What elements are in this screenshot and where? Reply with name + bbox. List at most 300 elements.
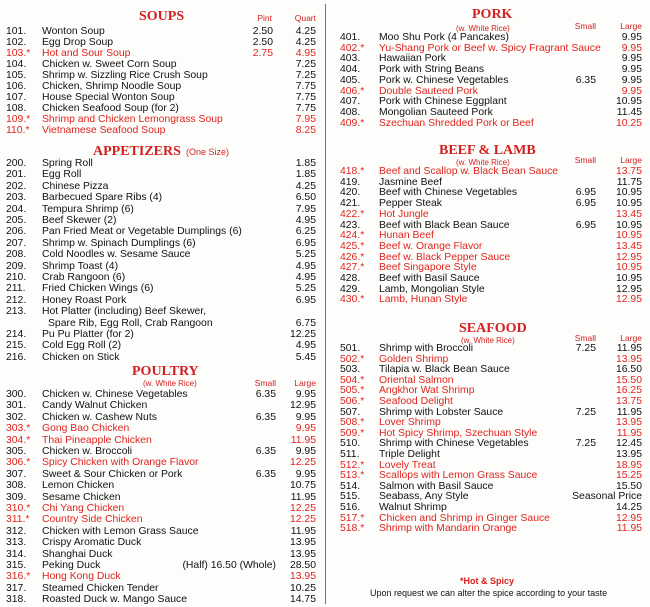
item-name: Hot Platter (including) Beef Skewer, [42,306,207,318]
price-large: 7.95 [295,114,316,125]
menu-item [0,26,318,37]
price-large: 11.95 [616,427,642,439]
price-large: 1.85 [295,158,316,169]
item-name: Oriental Salmon [379,374,454,386]
menu-item [0,389,318,400]
item-number: 301. [6,400,27,412]
menu-item [0,92,318,103]
item-name: Shrimp Toast (4) [42,260,119,272]
price-small: 6.35 [255,446,276,457]
item-number: 304.* [6,434,31,446]
section-title: SEAFOOD [459,321,527,336]
item-number: 518.* [340,523,365,535]
item-name: Beef w. Orange Flavor [379,240,483,252]
menu-item [0,204,318,215]
price-large: 5.45 [295,351,316,363]
item-number: 403. [340,53,361,65]
item-number: 207. [6,237,27,249]
item-name: Angkhor Wat Shrimp [379,385,475,397]
menu-item [0,492,318,503]
item-name: Shrimp with Mandarin Orange [379,523,518,535]
price-large: 9.95 [295,389,316,400]
price-large: 14.75 [289,594,316,606]
item-name: Hunan Beef [379,230,434,242]
item-name: Chicken w. Chinese Vegetables [42,389,188,400]
price-large: 13.75 [615,166,642,177]
item-name: Honey Roast Pork [42,294,127,306]
small-label: Small [574,155,596,165]
item-number: 425.* [340,240,365,252]
price-small: 6.95 [575,187,596,199]
item-number: 106. [6,81,27,92]
item-number: 510. [340,438,361,450]
price-large: 28.50 [289,560,316,571]
item-number: 423. [340,219,361,231]
item-number: 316.* [6,571,31,583]
price-large: 11.95 [290,491,316,503]
menu-item [334,43,648,54]
price-large: 13.95 [289,548,316,560]
menu-item [0,283,318,294]
menu-item [334,481,648,492]
price-small: 7.25 [575,438,596,450]
item-number: 215. [6,340,27,352]
item-number: 505.* [340,385,365,397]
item-name: Barbecued Spare Ribs (4) [42,192,163,204]
price-small: 2.50 [252,26,273,37]
item-number: 308. [6,480,27,492]
item-number: 102. [6,37,27,48]
price-large: 6.25 [295,226,316,238]
item-number: 513.* [340,470,365,482]
item-name: Lover Shrimp [379,417,441,429]
menu-item [334,118,648,129]
item-name: Pork w. Chinese Vegetables [379,74,509,86]
item-name: Cold Noodles w. Sesame Sauce [42,249,191,261]
menu-item [0,114,318,125]
price-large: 16.50 [615,364,642,376]
menu-item [0,81,318,92]
price-large: 12.95 [615,283,642,295]
menu-item [0,583,318,594]
section-note: (w. White Rice) [143,379,197,388]
item-number: 503. [340,364,361,376]
menu-item [0,295,318,306]
item-number: 422.* [340,208,365,220]
menu-item [334,502,648,513]
item-name: Spring Roll [42,158,93,169]
item-number: 311.* [6,514,30,526]
menu-item [0,514,318,525]
item-number: 515. [340,491,361,503]
item-number: 516. [340,502,361,513]
price-small: 6.95 [575,219,596,231]
item-name: Wonton Soup [42,26,105,37]
menu-item [334,252,648,263]
menu-item [0,329,318,340]
price-large: 14.25 [615,502,642,513]
price-large: 13.75 [615,396,642,407]
price-large: 4.95 [295,340,316,352]
price-large: 11.95 [616,343,642,354]
menu-item [0,457,318,468]
item-name: Golden Shrimp [379,353,449,365]
item-number: 405. [340,74,361,86]
price-large: 15.50 [615,374,642,386]
menu-item [0,503,318,514]
item-number: 501. [340,343,361,354]
menu-item [0,435,318,446]
item-number: 427.* [340,262,365,274]
item-number: 420. [340,187,361,199]
item-name: Triple Delight [379,449,440,460]
price-large: 12.95 [615,512,642,524]
item-number: 103.* [6,48,31,59]
price-small: 2.75 [252,48,273,59]
item-number: 502.* [340,353,365,365]
item-name: Szechuan Shredded Pork or Beef [379,117,534,129]
item-number: 426.* [340,251,365,263]
footer-title: *Hot & Spicy [460,576,515,586]
item-number: 203. [6,192,27,204]
item-name: Chi Yang Chicken [42,503,125,514]
menu-item [0,594,318,605]
item-name: Chicken on Stick [42,351,120,363]
menu-item [334,166,648,177]
menu-item [0,446,318,457]
price-large: 11.95 [290,434,316,446]
item-name: Hot Jungle [379,208,429,220]
price-large: 7.25 [295,70,316,81]
menu-item [0,181,318,192]
price-large: 10.25 [289,582,316,594]
item-name: Chicken and Shrimp in Ginger Sauce [379,512,550,524]
item-name: Beef Singapore Style [379,262,477,274]
menu-item [0,526,318,537]
poultry-section [0,360,318,607]
price-large: 9.95 [295,468,316,480]
item-name: Spicy Chicken with Orange Flavor [42,457,199,469]
item-number: 202. [6,180,27,192]
menu-item [334,343,648,354]
item-name: Pork with Chinese Eggplant [379,96,507,108]
menu-item [0,318,318,329]
price-large: 13.95 [615,449,642,460]
price-large: 12.25 [289,503,316,514]
item-name: Chicken Seafood Soup (for 2) [42,103,179,114]
menu-item [334,491,648,502]
menu-item [0,480,318,491]
item-name: Steamed Chicken Tender [42,582,159,594]
left-column [0,0,318,607]
price-small: 7.25 [575,406,596,418]
menu-item [0,103,318,114]
item-number: 104. [6,59,27,70]
menu-item [334,354,648,365]
item-number: 216. [6,351,27,363]
item-number: 506.* [340,396,365,407]
item-name: Moo Shu Pork (4 Pancakes) [379,32,509,43]
item-number: 421. [340,198,361,210]
price-small: 6.95 [575,198,596,210]
menu-item [0,125,318,136]
item-name: Chicken w. Sweet Corn Soup [42,59,177,70]
column-divider [325,4,326,604]
item-number: 303.* [6,423,31,435]
item-name: Hot and Sour Soup [42,48,131,59]
item-name: Shanghai Duck [42,548,113,560]
item-number: 313. [6,537,27,549]
section-title: SOUPS [139,9,185,24]
item-number: 305. [6,446,27,457]
item-number: 211. [6,283,26,295]
menu-item [334,417,648,428]
item-number: 214. [6,329,27,340]
menu-item [334,53,648,64]
item-number: 306.* [6,457,31,469]
item-number: 402.* [340,42,365,54]
item-name: Jasmine Beef [379,176,442,188]
menu-item [334,407,648,418]
item-name: Seafood Delight [379,396,453,407]
menu-item [334,107,648,118]
menu-item [334,187,648,198]
item-name: Walnut Shrimp [379,502,447,513]
item-number: 108. [6,103,27,114]
item-number: 315. [6,560,27,571]
item-name: Seabass, Any Style [379,491,469,503]
menu-item [0,215,318,226]
menu-item [334,428,648,439]
section-title: POULTRY [132,364,199,379]
item-name: Tempura Shrimp (6) [42,203,134,215]
item-name: Pork with String Beans [379,64,485,76]
item-name: Chinese Pizza [42,180,109,192]
item-name: Beef with Basil Sauce [379,273,480,284]
item-number: 512.* [340,459,365,471]
right-column [334,0,648,607]
menu-item [0,226,318,237]
item-name: Chicken w. Broccoli [42,446,133,457]
section-title: BEEF & LAMB [439,143,536,158]
price-large: 9.95 [621,74,642,86]
item-number: 314. [6,548,27,560]
price-large: 12.45 [615,438,642,450]
item-name: Shrimp and Chicken Lemongrass Soup [42,114,223,125]
item-name: Roasted Duck w. Mango Sauce [42,594,187,606]
menu-item [334,75,648,86]
item-name: Shrimp w. Sizzling Rice Crush Soup [42,70,208,81]
item-number: 205. [6,215,27,226]
item-name: Lovely Treat [379,459,436,471]
item-name: Country Side Chicken [42,514,143,526]
menu-item [334,220,648,231]
price-small: 6.35 [255,389,276,400]
section-note: (One Size) [186,147,230,157]
item-number: 517.* [340,512,365,524]
item-name: Double Sauteed Pork [379,85,478,97]
price-large: 13.95 [615,353,642,365]
price-large: 12.25 [289,329,316,340]
item-number: 401. [340,32,361,43]
price-large: 9.95 [621,53,642,65]
menu-item [334,262,648,273]
price-large: 7.75 [295,81,316,92]
menu-item [0,469,318,480]
price-large: 9.95 [621,32,642,43]
pork-section [334,0,648,138]
price-large: 9.95 [295,423,316,435]
price-large: 9.95 [295,446,316,457]
price-large: 11.75 [616,176,642,188]
menu-item [0,249,318,260]
item-number: 511. [340,449,360,460]
item-number: 424.* [340,230,365,242]
item-name: Hong Kong Duck [42,571,121,583]
price-large: 4.25 [295,180,316,192]
item-number: 105. [6,70,27,81]
item-name: Egg Drop Soup [42,37,114,48]
menu-item [334,177,648,188]
section-note: (w. White Rice) [461,336,515,345]
item-number: 406.* [340,85,365,97]
item-name: Shrimp w. Spinach Dumplings (6) [42,237,196,249]
item-name: Hawaiian Pork [379,53,446,65]
menu-item [0,400,318,411]
item-name: Beef with Black Bean Sauce [379,219,510,231]
price-large: 12.25 [289,514,316,526]
item-name: Beef with Chinese Vegetables [379,187,518,199]
item-name: Chicken with Lemon Grass Sauce [42,525,199,537]
price-large: 5.25 [295,249,316,261]
item-name: Shrimp with Lobster Sauce [379,406,504,418]
price-large: 11.45 [616,106,642,118]
item-number: 302. [6,411,27,423]
price-large: 9.95 [621,42,642,54]
large-label: Large [620,21,642,31]
item-name: Lamb, Hunan Style [379,294,468,306]
price-large: 8.25 [295,125,316,136]
price-large: 13.45 [615,240,642,252]
item-number: 309. [6,491,27,503]
item-name: Sesame Chicken [42,491,121,503]
menu-item [0,571,318,582]
price-large: 15.50 [615,480,642,492]
price-large: 13.95 [289,571,316,583]
item-number: 101. [6,26,27,37]
large-label: Large [294,378,316,388]
item-number: 428. [340,273,361,284]
item-name: Chicken w. Cashew Nuts [42,411,157,423]
item-name: Spare Rib, Egg Roll, Crab Rangoon [48,317,213,329]
footer-text: Upon request we can alter the spice according to your taste [370,588,608,598]
menu-item [0,549,318,560]
price-large: 10.95 [615,198,642,210]
price-large: 10.95 [615,187,642,199]
menu-item [0,412,318,423]
item-number: 419. [340,176,361,188]
price-large: 15.25 [615,470,642,482]
item-name: Fried Chicken Wings (6) [42,283,154,295]
item-number: 407. [340,96,361,108]
item-number: 201. [6,169,27,181]
menu-item [334,470,648,481]
item-number: 209. [6,260,27,272]
item-name: Lemon Chicken [42,480,115,492]
menu-item [0,48,318,59]
menu-item [334,32,648,43]
price-large: 6.75 [295,317,316,329]
menu-item [0,340,318,351]
item-name: Lamb, Mongolian Style [379,283,485,295]
item-number: 429. [340,283,361,295]
price-large: 10.95 [615,273,642,284]
price-large: 4.95 [295,215,316,226]
menu-item [0,158,318,169]
item-number: 206. [6,226,27,238]
item-name: House Special Wonton Soup [42,92,175,103]
price-large: 4.25 [295,37,316,48]
item-name: Yu-Shang Pork or Beef w. Spicy Fragrant Sauce [379,42,601,54]
price-large: 7.95 [295,203,316,215]
menu-item [334,209,648,220]
item-number: 200. [6,158,27,169]
item-name: Crispy Aromatic Duck [42,537,142,549]
item-number: 508.* [340,417,365,429]
price-large: 4.95 [295,48,316,59]
item-name: Beef w. Black Pepper Sauce [379,251,511,263]
item-number: 107. [6,92,27,103]
price-small: (Half) 16.50 (Whole) [182,560,276,571]
price-small: 6.35 [255,468,276,480]
item-number: 430.* [340,294,365,306]
menu-item [0,423,318,434]
item-name: Crab Rangoon (6) [42,272,126,283]
small-label: Small [574,21,596,31]
menu-item [334,86,648,97]
menu-item [0,169,318,180]
price-large: 13.95 [289,537,316,549]
small-label: Small [574,333,596,343]
large-label: Large [620,333,642,343]
item-number: 210. [6,272,27,283]
small-label: Small [254,378,276,388]
price-large: 6.95 [295,237,316,249]
menu-item [334,449,648,460]
price-large: 7.75 [295,103,316,114]
seafood-section [334,318,648,548]
item-name: Sweet & Sour Chicken or Pork [42,468,183,480]
price-large: 10.95 [615,262,642,274]
menu-item [0,306,318,317]
price-large: 12.95 [615,294,642,306]
soups-section [0,0,318,140]
price-large: 16.25 [615,385,642,397]
item-number: 317. [6,582,27,594]
item-number: 504.* [340,374,365,386]
menu-item [334,64,648,75]
item-name: Pu Pu Platter (for 2) [42,329,134,340]
item-name: Candy Walnut Chicken [42,400,148,412]
item-number: 212. [6,294,27,306]
menu-item [0,192,318,203]
item-name: Gong Bao Chicken [42,423,130,435]
price-large: 7.25 [295,59,316,70]
price-large: 18.95 [615,459,642,471]
price-large: 11.95 [616,406,642,418]
menu-item [0,537,318,548]
price-large: 11.95 [616,523,642,535]
